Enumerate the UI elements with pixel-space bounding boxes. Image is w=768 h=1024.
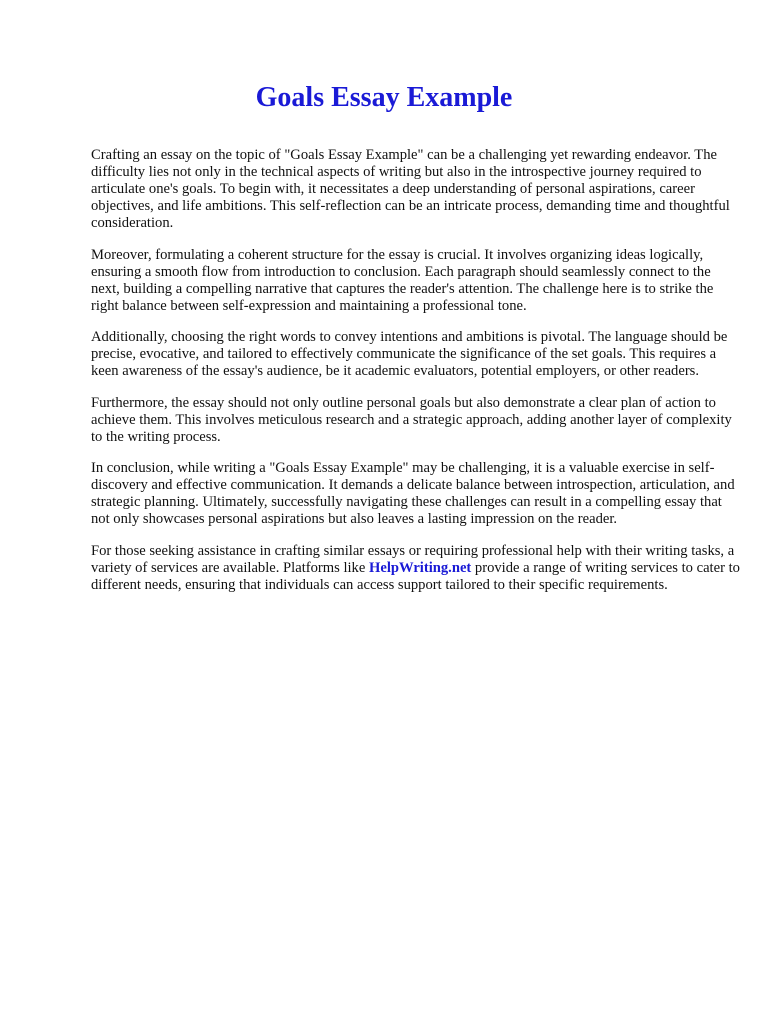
paragraph-6: [91, 543, 741, 594]
paragraph-6-text-before-link: For those seeking assistance in crafting similar essays or requiring professional help with their writing tasks, a variety of services are available. Platforms like: [91, 542, 735, 576]
paragraph-5: In conclusion, while writing a "Goals Essay Example" may be challenging, it is a valuable exercise in self-discovery and effective communication. It demands a delicate balance between introspection, articulation, and strategic planning. Ultimately, successfully navigating these challenges can result in a compelling essay that not only showcases personal aspirations but also leaves a lasting impression on the reader.: [91, 460, 735, 527]
document-body: [91, 147, 741, 608]
paragraph-2: Moreover, formulating a coherent structure for the essay is crucial. It involves organizing ideas logically, ensuring a smooth flow from introduction to conclusion. Each paragraph should seamlessly connect to the next, building a compelling narrative that captures the reader's attention. The challenge here is to strike the right balance between self-expression and maintaining a professional tone.: [91, 246, 714, 314]
paragraph-3: Additionally, choosing the right words to convey intentions and ambitions is pivotal. The language should be precise, evocative, and tailored to effectively communicate the significance of the set goals. This requires a keen awareness of the essay's audience, be it academic evaluators, potential employers, or other readers.: [91, 329, 728, 379]
paragraph-6-text-after-link: provide a range of writing services to cater to different needs, ensuring that individuals can access support tailored to their specific requirements.: [91, 559, 740, 593]
document-title: Goals Essay Example: [255, 82, 513, 113]
helpwriting-link[interactable]: HelpWriting.net: [368, 559, 472, 576]
paragraph-4: Furthermore, the essay should not only outline personal goals but also demonstrate a clear plan of action to achieve them. This involves meticulous research and a strategic approach, adding another layer of complexity to the writing process.: [91, 394, 732, 445]
paragraph-1: Crafting an essay on the topic of "Goals Essay Example" can be a challenging yet rewarding endeavor. The difficulty lies not only in the technical aspects of writing but also in the introspective journey required to articulate one's goals. To begin with, it necessitates a deep understanding of personal aspirations, career objectives, and life ambitions. This self-reflection can be an intricate process, demanding time and thoughtful consideration.: [91, 147, 730, 231]
